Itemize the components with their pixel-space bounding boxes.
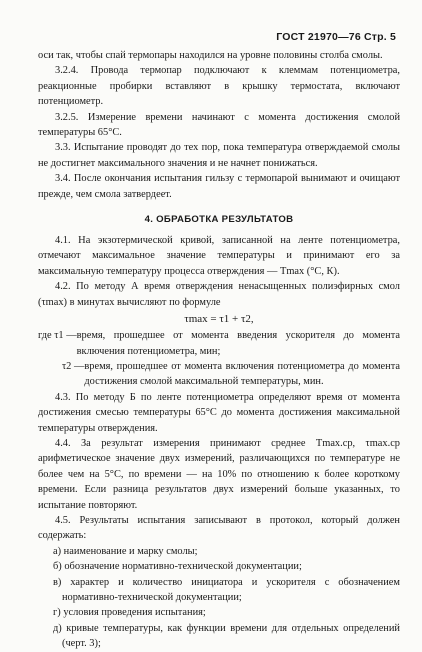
page-body bbox=[38, 48, 400, 652]
list-item: б) обозначение нормативно-технической документации; bbox=[53, 561, 302, 573]
paragraph-4-5: 4.5. Результаты испытания записывают в протокол, который должен содержать: bbox=[38, 514, 400, 542]
paragraph-continuation: оси так, чтобы спай термопары находился на уровне половины столба смолы. bbox=[38, 50, 383, 61]
definition-tau2 bbox=[38, 359, 400, 390]
paragraph-3-2-5: 3.2.5. Измерение времени начинают с момента достижения смолой температуры 65°С. bbox=[38, 111, 400, 139]
section-heading: 4. ОБРАБОТКА РЕЗУЛЬТАТОВ bbox=[144, 214, 294, 226]
protocol-list bbox=[38, 544, 400, 652]
definition-text: время, прошедшее от момента включения потенциометра до момента достижения смолой максимальной температуры, мин. bbox=[84, 360, 400, 388]
list-item: а) наименование и марку смолы; bbox=[53, 545, 198, 557]
paragraph-4-1: 4.1. На экзотермической кривой, записанной на ленте потенциометра, отмечают максимальное значение температуры и принимают его за максимальную температуру процесса отверждения — Tmax (°С, К). bbox=[38, 235, 400, 277]
definition-label: τ2 — bbox=[62, 360, 85, 372]
list-item: д) кривые температуры, как функции времени для отдельных определений (черт. 3); bbox=[53, 622, 400, 650]
formula: τmax = τ1 + τ2, bbox=[184, 313, 254, 326]
page-header: ГОСТ 21970—76 Стр. 5 bbox=[276, 31, 396, 43]
paragraph-4-2: 4.2. По методу А время отверждения ненасыщенных полиэфирных смол (τmax) в минутах вычисляют по формуле bbox=[38, 281, 400, 308]
paragraph-4-3: 4.3. По методу Б по ленте потенциометра определяют время от момента достижения смесью температуры 65°С до момента достижения максимальной температуры отверждения. bbox=[38, 391, 400, 434]
paragraph-3-3: 3.3. Испытание проводят до тех пор, пока температура отверждаемой смолы не достигнет максимального значения и не начнет понижаться. bbox=[38, 142, 400, 169]
paragraph-4-4: 4.4. За результат измерения принимают среднее Tmax.ср, τmax.ср арифметическое значение двух измерений, различающихся по температуре не более чем на 5°С, по времени — на 10% по отношению к более короткому времени. Если разница результатов двух измерений больше указанных, то испытание повторяют. bbox=[38, 437, 400, 511]
list-item: в) характер и количество инициатора и ускорителя с обозначением нормативно-технической документации; bbox=[53, 576, 400, 603]
definition-tau1 bbox=[38, 328, 400, 359]
definition-text: время, прошедшее от момента введения ускорителя до момента включения потенциометра, мин; bbox=[76, 330, 400, 357]
paragraph-3-4: 3.4. После окончания испытания гильзу с термопарой вынимают и очищают прежде, чем смола затвердеет. bbox=[38, 173, 400, 200]
list-item: г) условия проведения испытания; bbox=[53, 607, 206, 619]
definition-label: где τ1 — bbox=[38, 330, 77, 342]
paragraph-3-2-4: 3.2.4. Провода термопар подключают к клеммам потенциометра, реакционные пробирки вставляют в крышку термостата, включают потенциометр. bbox=[38, 65, 400, 108]
